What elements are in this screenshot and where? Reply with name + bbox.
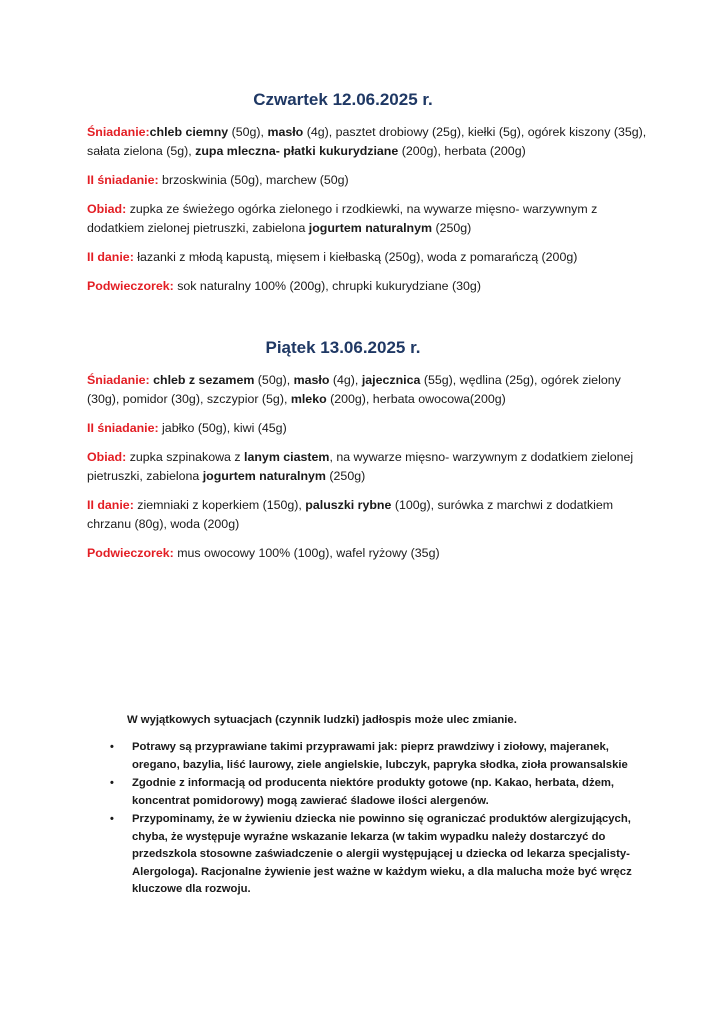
note-item (110, 739, 650, 774)
meal-label: Śniadanie: (87, 373, 150, 387)
meal-text: zupka szpinakowa z (126, 450, 245, 464)
meal-text: sok naturalny 100% (200g), chrupki kukurydziane (30g) (173, 279, 481, 293)
meal-label: II śniadanie: (87, 173, 159, 187)
meal-label: Podwieczorek: (87, 279, 174, 293)
note-text: Potrawy są przyprawiane takimi przyprawami jak: pieprz prawdziwy i ziołowy, majeranek, oregano, bazylia, liść laurowy, ziele angielskie, lubczyk, papryka słodka, zioła prowansalskie (132, 741, 628, 771)
meal-second-breakfast (87, 419, 647, 438)
meal-label: Obiad: (87, 202, 127, 216)
meal-breakfast (87, 371, 647, 409)
meal-text: , na wywarze mięsno- warzywnym z dodatkiem zielonej pietruszki, zabielona (87, 450, 634, 483)
meal-item-bold: jogurtem naturalnym (202, 469, 326, 483)
meal-label: II danie: (87, 250, 134, 264)
meal-label: Obiad: (87, 450, 127, 464)
meal-second-breakfast (87, 171, 647, 190)
bullet-icon: • (110, 813, 114, 825)
meal-lunch (87, 200, 647, 238)
meal-item-bold: masło (293, 373, 330, 387)
note-item (110, 775, 650, 810)
day-menu-thursday (87, 123, 647, 306)
meal-afternoon-snack (87, 277, 647, 296)
meal-text: (100g), surówka z marchwi z dodatkiem chrzanu (80g), woda (200g) (87, 498, 614, 531)
meal-text: (4g), (329, 373, 362, 387)
note-item (110, 811, 650, 899)
meal-text: ziemniaki z koperkiem (150g), (133, 498, 306, 512)
meal-text: brzoskwinia (50g), marchew (50g) (158, 173, 349, 187)
meal-text: (4g), pasztet drobiowy (25g), kiełki (5g), ogórek kiszony (35g), sałata zielona (5g), (87, 125, 647, 158)
day-title-thursday: Czwartek 12.06.2025 r. (253, 90, 433, 109)
day-menu-friday (87, 371, 647, 573)
meal-item-bold: zupa mleczna- płatki kukurydziane (195, 144, 399, 158)
day-title-friday: Piątek 13.06.2025 r. (265, 338, 421, 357)
meal-label: Podwieczorek: (87, 546, 174, 560)
meal-text: mus owocowy 100% (100g), wafel ryżowy (35g) (173, 546, 440, 560)
meal-text: zupka ze świeżego ogórka zielonego i rzodkiewki, na wywarze mięsno- warzywnym z dodatkiem zielonej pietruszki, zabielona (87, 202, 598, 235)
bullet-icon: • (110, 741, 114, 753)
meal-afternoon-snack (87, 544, 647, 563)
meal-item-bold: lanym ciastem (244, 450, 330, 464)
meal-item-bold: jajecznica (361, 373, 421, 387)
meal-text: (200g), herbata (200g) (398, 144, 526, 158)
meal-item-bold: mleko (290, 392, 327, 406)
bullet-icon: • (110, 777, 114, 789)
meal-item-bold: chleb z sezamem (153, 373, 255, 387)
meal-second-course (87, 248, 647, 267)
meal-label: II danie: (87, 498, 134, 512)
meal-item-bold: jogurtem naturalnym (308, 221, 433, 235)
meal-item-bold: masło (267, 125, 304, 139)
meal-item-bold: paluszki rybne (305, 498, 392, 512)
note-text: Zgodnie z informacją od producenta niektóre produkty gotowe (np. Kakao, herbata, dżem, koncentrat pomidorowy) mogą zawierać śladowe ilości alergenów. (132, 777, 615, 807)
meal-text: jabłko (50g), kiwi (45g) (158, 421, 287, 435)
meal-lunch (87, 448, 647, 486)
meal-label: II śniadanie: (87, 421, 159, 435)
notes-intro: W wyjątkowych sytuacjach (czynnik ludzki) jadłospis może ulec zmianie. (127, 714, 517, 726)
meal-text: łazanki z młodą kapustą, mięsem i kiełbaską (250g), woda z pomarańczą (200g) (133, 250, 578, 264)
meal-text: (50g), (254, 373, 294, 387)
meal-second-course (87, 496, 647, 534)
meal-text: (250g) (325, 469, 366, 483)
meal-label: Śniadanie: (87, 125, 150, 139)
note-text: Przypominamy, że w żywieniu dziecka nie powinno się ograniczać produktów alergizujących, chyba, że występuje wyraźne wskazanie lekarza (w takim wypadku należy dostarczyć do przedszkola stosowne zaświadczenie o alergii występującej u dziecka od lekarza specjalisty- Alergologa). Racjonalne żywienie jest ważne w każdym wieku, a dla malucha może być wręcz kluczowe dla rozwoju. (132, 813, 632, 895)
meal-item-bold: chleb ciemny (149, 125, 229, 139)
meal-text: (200g), herbata owocowa(200g) (326, 392, 506, 406)
meal-text: (50g), (228, 125, 268, 139)
meal-breakfast (87, 123, 647, 161)
notes-section (110, 712, 650, 900)
meal-text: (55g), wędlina (25g), ogórek zielony (30g), pomidor (30g), szczypior (5g), (87, 373, 621, 406)
meal-text: (250g) (432, 221, 472, 235)
notes-list (110, 739, 650, 899)
